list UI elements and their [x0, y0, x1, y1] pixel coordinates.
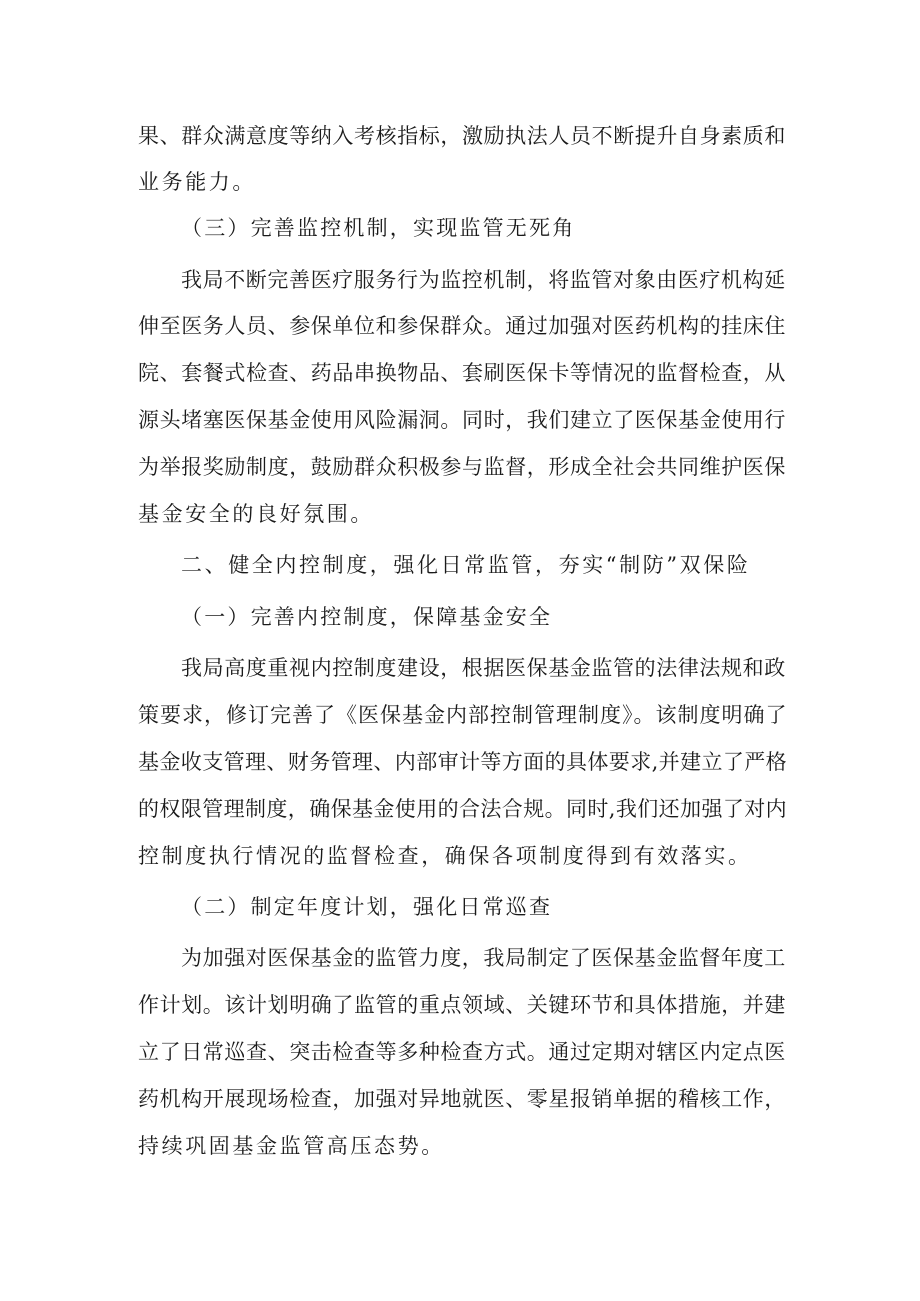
paragraph-line: 立了日常巡查、突击检查等多种检查方式。通过定期对辖区内定点医	[138, 1040, 786, 1064]
paragraph-line: 院、套餐式检查、药品串换物品、套刷医保卡等情况的监督检查，从	[138, 361, 786, 385]
paragraph-line: 的权限管理制度，确保基金使用的合法合规。同时,我们还加强了对内	[138, 797, 788, 821]
section-heading-3: （三）完善监控机制，实现监管无死角	[181, 216, 576, 240]
paragraph-line: 伸至医务人员、参保单位和参保群众。通过加强对医药机构的挂床住	[138, 314, 786, 338]
paragraph-line: 基金收支管理、财务管理、内部审计等方面的具体要求,并建立了严格	[138, 750, 788, 774]
paragraph-line: 为举报奖励制度，鼓励群众积极参与监督，形成全社会共同维护医保	[138, 455, 786, 479]
paragraph-line: 业务能力。	[138, 170, 256, 194]
paragraph-line: 为加强对医保基金的监管力度，我局制定了医保基金监督年度工	[181, 946, 786, 970]
paragraph-line: 作计划。该计划明确了监管的重点领域、关键环节和具体措施，并建	[138, 993, 786, 1017]
paragraph-line: 药机构开展现场检查，加强对异地就医、零星报销单据的稽核工作，	[138, 1087, 786, 1111]
paragraph-line: 源头堵塞医保基金使用风险漏洞。同时，我们建立了医保基金使用行	[138, 408, 786, 432]
paragraph-line: 控制度执行情况的监督检查，确保各项制度得到有效落实。	[138, 844, 752, 868]
section-heading-2b: （二）制定年度计划，强化日常巡查	[181, 895, 553, 919]
paragraph-line: 我局不断完善医疗服务行为监控机制，将监管对象由医疗机构延	[181, 268, 786, 292]
paragraph-line: 我局高度重视内控制度建设，根据医保基金监管的法律法规和政	[181, 656, 786, 680]
paragraph-line: 果、群众满意度等纳入考核指标，激励执法人员不断提升自身素质和	[138, 124, 786, 148]
paragraph-line: 策要求，修订完善了《医保基金内部控制管理制度》。该制度明确了	[138, 703, 788, 727]
paragraph-line: 持续巩固基金监管高压态势。	[138, 1134, 445, 1158]
section-heading-1: （一）完善内控制度，保障基金安全	[181, 605, 553, 629]
section-heading-2: 二、健全内控制度，强化日常监管，夯实“制防”双保险	[181, 553, 751, 577]
paragraph-line: 基金安全的良好氛围。	[138, 502, 374, 526]
